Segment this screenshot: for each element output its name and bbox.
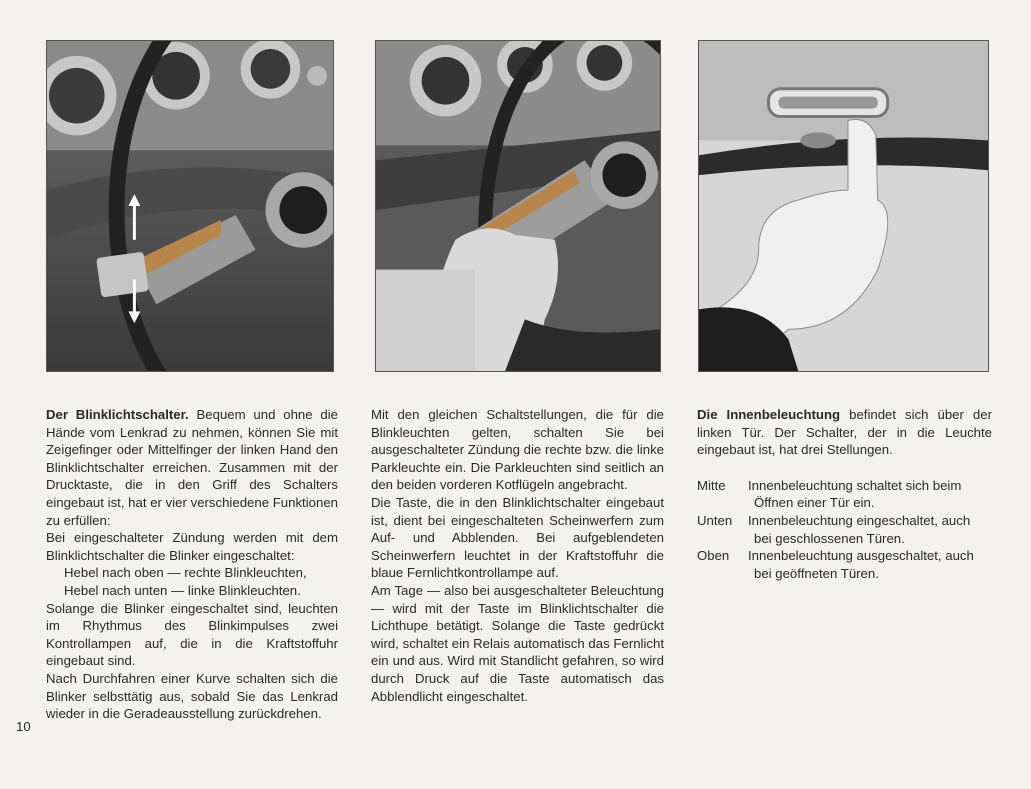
switch-position-desc: Innenbeleuchtung schaltet sich beim [748,477,962,493]
switch-position-desc: Innenbeleuchtung ausgeschaltet, auch [748,548,974,564]
line-lever-down: Hebel nach unten — linke Blinkleuchten. [64,582,301,598]
switch-position-row: Oben Innenbeleuchtung ausgeschaltet, auch bei geöffneten Türen. [697,548,974,581]
switch-position-key: Oben [697,548,730,564]
photo-turn-signal-switch [46,40,334,372]
switch-position-row: Mitte Innenbeleuchtung schaltet sich beim Öffnen einer Tür ein. [697,477,962,511]
switch-position-row: Unten Innenbeleuchtung eingeschaltet, auch bei geschlossenen Türen. [697,512,971,546]
column-interior-light [697,406,992,582]
switch-position-key: Mitte [697,477,726,493]
heading-turn-signal: Der Blinklichtschalter. [46,407,189,422]
photo-interior-light [698,40,989,372]
heading-interior-light: Die Innenbeleuchtung [697,407,841,422]
column-turn-signal [46,406,338,723]
switch-position-key: Unten [697,512,733,528]
paragraph-headlight-flasher: Am Tage — also bei ausgeschalteter Beleuchtung — wird mit der Taste im Blinklichtschalter die Lichthupe betätigt. Solange die Taste gedrückt wird, schaltet ein Relais automatisch das Fernlicht ein und aus. Wird mit Standlicht gefahren, so wird durch Druck auf die Taste automatisch das Abblendlicht eingeschaltet. [371,582,664,704]
paragraph-indicator-lamps: Solange die Blinker eingeschaltet sind, leuchten im Rhythmus des Blinkimpulses zwei Kontrollampen auf, die in die Kraftstoffuhr eingebaut sind. [46,600,338,669]
paragraph-parking-lights: Mit den gleichen Schaltstellungen, die für die Blinkleuchten gelten, schalten Sie bei ausgeschalteter Zündung die rechte bzw. die linke Parkleuchte ein. Die Parkleuchten sind seitlich an den beiden vorderen Kotflügeln angebracht. [371,407,664,493]
column-parking-lights [371,406,664,705]
switch-positions-list [697,477,992,583]
page-number: 10 [16,719,31,734]
photo-hand-on-switch [375,40,661,372]
switch-position-desc: Innenbeleuchtung eingeschaltet, auch [748,512,971,528]
paragraph-ignition: Bei eingeschalteter Zündung werden mit dem Blinklichtschalter die Blinker eingeschaltet: [46,530,338,563]
line-lever-up: Hebel nach oben — rechte Blinkleuchten, [64,565,307,581]
paragraph-dimmer-button: Die Taste, die in den Blinklichtschalter eingebaut ist, dient bei eingeschalteten Scheinwerfern zum Auf- und Abblenden. Bei aufgeblendeten Scheinwerfern leuchtet in der Kraftstoffuhr die blaue Fernlichtkontrollampe auf. [371,494,664,581]
paragraph-intro: Der Blinklichtschalter. Bequem und ohne die Hände vom Lenkrad zu nehmen, können Sie mit Zeigefinger oder Mittelfinger der linken Hand den Blinklichtschalter erreichen. Zusammen mit der Drucktaste, die in den Griff des Schalters eingebaut ist, hat er vier verschiedene Funktionen zu erfüllen: [46,407,338,528]
paragraph-interior-light: Die Innenbeleuchtung befindet sich über der linken Tür. Der Schalter, der in die Leuchte eingebaut ist, hat drei Stellungen. [697,407,992,458]
paragraph-auto-cancel: Nach Durchfahren einer Kurve schalten sich die Blinker selbsttätig aus, sobald Sie das Lenkrad wieder in die Geradeausstellung zurückdrehen. [46,670,338,722]
